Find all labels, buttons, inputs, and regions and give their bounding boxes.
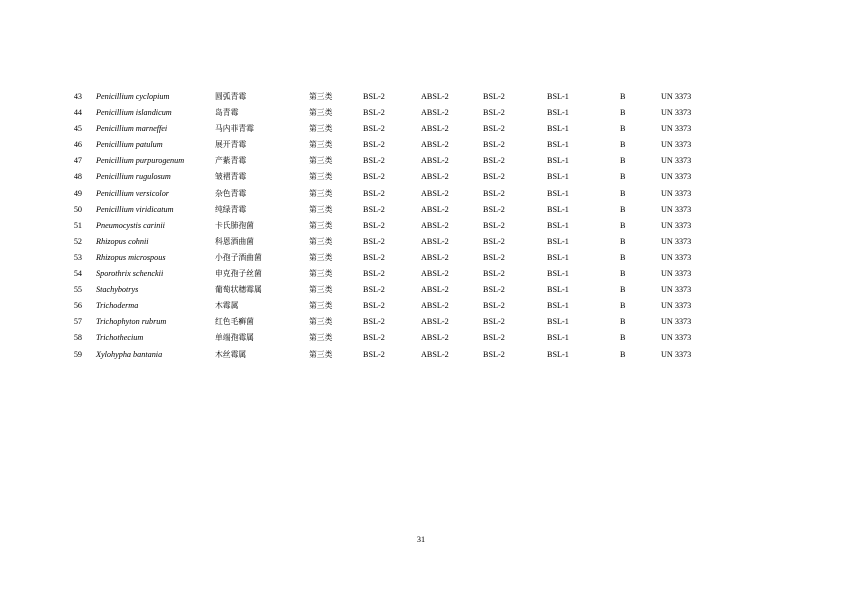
hazard-class: 第三类 — [309, 92, 333, 101]
lab-level-inactivated: BSL-1 — [547, 124, 569, 134]
lab-level-culture: BSL-2 — [363, 301, 385, 311]
lab-level-sample: BSL-2 — [483, 204, 505, 214]
chinese-name: 红色毛癣菌 — [215, 317, 254, 327]
un-number: UN 3373 — [661, 285, 692, 295]
animal-lab-level: ABSL-2 — [421, 236, 449, 246]
packaging-category: B — [620, 204, 626, 214]
lab-level-culture: BSL-2 — [363, 92, 385, 101]
latin-name: Trichophyton rubrum — [96, 317, 167, 327]
table-row — [0, 220, 842, 236]
table-row — [0, 91, 842, 107]
lab-level-culture: BSL-2 — [363, 156, 385, 166]
lab-level-culture: BSL-2 — [363, 124, 385, 134]
hazard-class: 第三类 — [309, 252, 333, 262]
row-number: 52 — [73, 236, 82, 246]
hazard-class: 第三类 — [309, 301, 333, 311]
chinese-name: 圆弧青霉 — [215, 92, 247, 101]
lab-level-inactivated: BSL-1 — [547, 156, 569, 166]
row-number: 55 — [73, 285, 82, 295]
un-number: UN 3373 — [661, 220, 692, 230]
un-number: UN 3373 — [661, 172, 692, 182]
chinese-name: 卡氏肺孢菌 — [215, 220, 254, 230]
chinese-name: 科恩酒曲菌 — [215, 236, 254, 246]
hazard-class: 第三类 — [309, 317, 333, 327]
row-number: 50 — [73, 204, 82, 214]
un-number: UN 3373 — [661, 156, 692, 166]
lab-level-inactivated: BSL-1 — [547, 301, 569, 311]
hazard-class: 第三类 — [309, 236, 333, 246]
lab-level-inactivated: BSL-1 — [547, 236, 569, 246]
row-number: 46 — [73, 140, 82, 150]
hazard-class: 第三类 — [309, 333, 333, 343]
lab-level-inactivated: BSL-1 — [547, 108, 569, 118]
lab-level-inactivated: BSL-1 — [547, 317, 569, 327]
lab-level-culture: BSL-2 — [363, 140, 385, 150]
hazard-class: 第三类 — [309, 285, 333, 295]
chinese-name: 纯绿青霉 — [215, 204, 247, 214]
chinese-name: 木霉属 — [215, 301, 239, 311]
packaging-category: B — [620, 108, 626, 118]
lab-level-sample: BSL-2 — [483, 156, 505, 166]
hazard-class: 第三类 — [309, 156, 333, 166]
row-number: 47 — [73, 156, 82, 166]
animal-lab-level: ABSL-2 — [421, 172, 449, 182]
lab-level-culture: BSL-2 — [363, 333, 385, 343]
latin-name: Trichoderma — [96, 301, 139, 311]
animal-lab-level: ABSL-2 — [421, 252, 449, 262]
table-row — [0, 123, 842, 139]
lab-level-inactivated: BSL-1 — [547, 220, 569, 230]
hazard-class: 第三类 — [309, 220, 333, 230]
un-number: UN 3373 — [661, 188, 692, 198]
table-row — [0, 300, 842, 316]
row-number: 58 — [73, 333, 82, 343]
table-row — [0, 171, 842, 187]
lab-level-sample: BSL-2 — [483, 236, 505, 246]
chinese-name: 小孢子酒曲菌 — [215, 252, 262, 262]
packaging-category: B — [620, 317, 626, 327]
latin-name: Penicillium marneffei — [96, 124, 168, 134]
lab-level-inactivated: BSL-1 — [547, 140, 569, 150]
lab-level-culture: BSL-2 — [363, 108, 385, 118]
lab-level-culture: BSL-2 — [363, 349, 385, 359]
table-row — [0, 107, 842, 123]
latin-name: Penicillium rugulosum — [96, 172, 171, 182]
row-number: 59 — [73, 349, 82, 359]
packaging-category: B — [620, 269, 626, 279]
un-number: UN 3373 — [661, 108, 692, 118]
packaging-category: B — [620, 156, 626, 166]
row-number: 51 — [73, 220, 82, 230]
lab-level-culture: BSL-2 — [363, 252, 385, 262]
animal-lab-level: ABSL-2 — [421, 108, 449, 118]
lab-level-inactivated: BSL-1 — [547, 188, 569, 198]
chinese-name: 单端孢霉属 — [215, 333, 254, 343]
latin-name: Rhizopus cohnii — [96, 236, 149, 246]
un-number: UN 3373 — [661, 317, 692, 327]
lab-level-sample: BSL-2 — [483, 285, 505, 295]
chinese-name: 马内菲青霉 — [215, 124, 254, 134]
chinese-name: 杂色青霉 — [215, 188, 247, 198]
un-number: UN 3373 — [661, 301, 692, 311]
lab-level-culture: BSL-2 — [363, 204, 385, 214]
row-number: 44 — [73, 108, 82, 118]
page-number: 31 — [416, 535, 426, 544]
latin-name: Penicillium patulum — [96, 140, 163, 150]
row-number: 49 — [73, 188, 82, 198]
latin-name: Stachybotrys — [96, 285, 139, 295]
latin-name: Penicillium islandicum — [96, 108, 172, 118]
lab-level-culture: BSL-2 — [363, 269, 385, 279]
lab-level-sample: BSL-2 — [483, 124, 505, 134]
un-number: UN 3373 — [661, 349, 692, 359]
packaging-category: B — [620, 172, 626, 182]
animal-lab-level: ABSL-2 — [421, 349, 449, 359]
latin-name: Rhizopus microspous — [96, 252, 166, 262]
table-row — [0, 252, 842, 268]
table-row — [0, 284, 842, 300]
animal-lab-level: ABSL-2 — [421, 188, 449, 198]
hazard-class: 第三类 — [309, 188, 333, 198]
packaging-category: B — [620, 140, 626, 150]
un-number: UN 3373 — [661, 333, 692, 343]
animal-lab-level: ABSL-2 — [421, 269, 449, 279]
row-number: 53 — [73, 252, 82, 262]
hazard-class: 第三类 — [309, 349, 333, 359]
un-number: UN 3373 — [661, 92, 692, 101]
lab-level-inactivated: BSL-1 — [547, 204, 569, 214]
lab-level-culture: BSL-2 — [363, 317, 385, 327]
hazard-class: 第三类 — [309, 269, 333, 279]
un-number: UN 3373 — [661, 236, 692, 246]
table-row — [0, 268, 842, 284]
lab-level-sample: BSL-2 — [483, 172, 505, 182]
packaging-category: B — [620, 220, 626, 230]
animal-lab-level: ABSL-2 — [421, 317, 449, 327]
lab-level-culture: BSL-2 — [363, 172, 385, 182]
lab-level-sample: BSL-2 — [483, 92, 505, 101]
table-row — [0, 188, 842, 204]
table-row — [0, 204, 842, 220]
lab-level-inactivated: BSL-1 — [547, 172, 569, 182]
chinese-name: 葡萄状穗霉属 — [215, 285, 262, 295]
un-number: UN 3373 — [661, 124, 692, 134]
lab-level-culture: BSL-2 — [363, 236, 385, 246]
row-number: 56 — [73, 301, 82, 311]
table-row — [0, 139, 842, 155]
latin-name: Pneumocystis carinii — [96, 220, 165, 230]
chinese-name: 产紫青霉 — [215, 156, 247, 166]
packaging-category: B — [620, 333, 626, 343]
lab-level-sample: BSL-2 — [483, 349, 505, 359]
latin-name: Penicillium purpurogenum — [96, 156, 185, 166]
latin-name: Trichothecium — [96, 333, 144, 343]
row-number: 45 — [73, 124, 82, 134]
table-row — [0, 236, 842, 252]
animal-lab-level: ABSL-2 — [421, 220, 449, 230]
un-number: UN 3373 — [661, 252, 692, 262]
packaging-category: B — [620, 252, 626, 262]
animal-lab-level: ABSL-2 — [421, 140, 449, 150]
lab-level-culture: BSL-2 — [363, 188, 385, 198]
lab-level-inactivated: BSL-1 — [547, 252, 569, 262]
un-number: UN 3373 — [661, 140, 692, 150]
table-row — [0, 349, 842, 365]
animal-lab-level: ABSL-2 — [421, 92, 449, 101]
lab-level-inactivated: BSL-1 — [547, 333, 569, 343]
packaging-category: B — [620, 188, 626, 198]
packaging-category: B — [620, 285, 626, 295]
row-number: 57 — [73, 317, 82, 327]
chinese-name: 木丝霉属 — [215, 349, 247, 359]
packaging-category: B — [620, 349, 626, 359]
lab-level-sample: BSL-2 — [483, 220, 505, 230]
animal-lab-level: ABSL-2 — [421, 156, 449, 166]
hazard-class: 第三类 — [309, 124, 333, 134]
row-number: 43 — [73, 92, 82, 101]
packaging-category: B — [620, 124, 626, 134]
animal-lab-level: ABSL-2 — [421, 285, 449, 295]
latin-name: Xylohypha bantania — [96, 349, 163, 359]
un-number: UN 3373 — [661, 204, 692, 214]
lab-level-inactivated: BSL-1 — [547, 269, 569, 279]
row-number: 54 — [73, 269, 82, 279]
row-number: 48 — [73, 172, 82, 182]
lab-level-sample: BSL-2 — [483, 108, 505, 118]
latin-name: Penicillium versicolor — [96, 188, 169, 198]
animal-lab-level: ABSL-2 — [421, 124, 449, 134]
pathogen-table — [0, 91, 842, 365]
lab-level-sample: BSL-2 — [483, 188, 505, 198]
animal-lab-level: ABSL-2 — [421, 204, 449, 214]
lab-level-inactivated: BSL-1 — [547, 349, 569, 359]
lab-level-sample: BSL-2 — [483, 252, 505, 262]
chinese-name: 申克孢子丝菌 — [215, 269, 262, 279]
hazard-class: 第三类 — [309, 108, 333, 118]
latin-name: Sporothrix schenckii — [96, 269, 164, 279]
hazard-class: 第三类 — [309, 204, 333, 214]
un-number: UN 3373 — [661, 269, 692, 279]
table-row — [0, 332, 842, 348]
lab-level-culture: BSL-2 — [363, 285, 385, 295]
lab-level-sample: BSL-2 — [483, 269, 505, 279]
table-row — [0, 155, 842, 171]
packaging-category: B — [620, 301, 626, 311]
latin-name: Penicillium viridicatum — [96, 204, 174, 214]
animal-lab-level: ABSL-2 — [421, 333, 449, 343]
lab-level-inactivated: BSL-1 — [547, 92, 569, 101]
lab-level-sample: BSL-2 — [483, 301, 505, 311]
lab-level-sample: BSL-2 — [483, 333, 505, 343]
lab-level-sample: BSL-2 — [483, 140, 505, 150]
packaging-category: B — [620, 236, 626, 246]
chinese-name: 展开青霉 — [215, 140, 247, 150]
hazard-class: 第三类 — [309, 172, 333, 182]
lab-level-inactivated: BSL-1 — [547, 285, 569, 295]
packaging-category: B — [620, 92, 626, 101]
latin-name: Penicillium cyclopium — [96, 92, 170, 101]
lab-level-culture: BSL-2 — [363, 220, 385, 230]
hazard-class: 第三类 — [309, 140, 333, 150]
chinese-name: 皱褶青霉 — [215, 172, 247, 182]
table-row — [0, 316, 842, 332]
chinese-name: 岛青霉 — [215, 108, 239, 118]
animal-lab-level: ABSL-2 — [421, 301, 449, 311]
lab-level-sample: BSL-2 — [483, 317, 505, 327]
